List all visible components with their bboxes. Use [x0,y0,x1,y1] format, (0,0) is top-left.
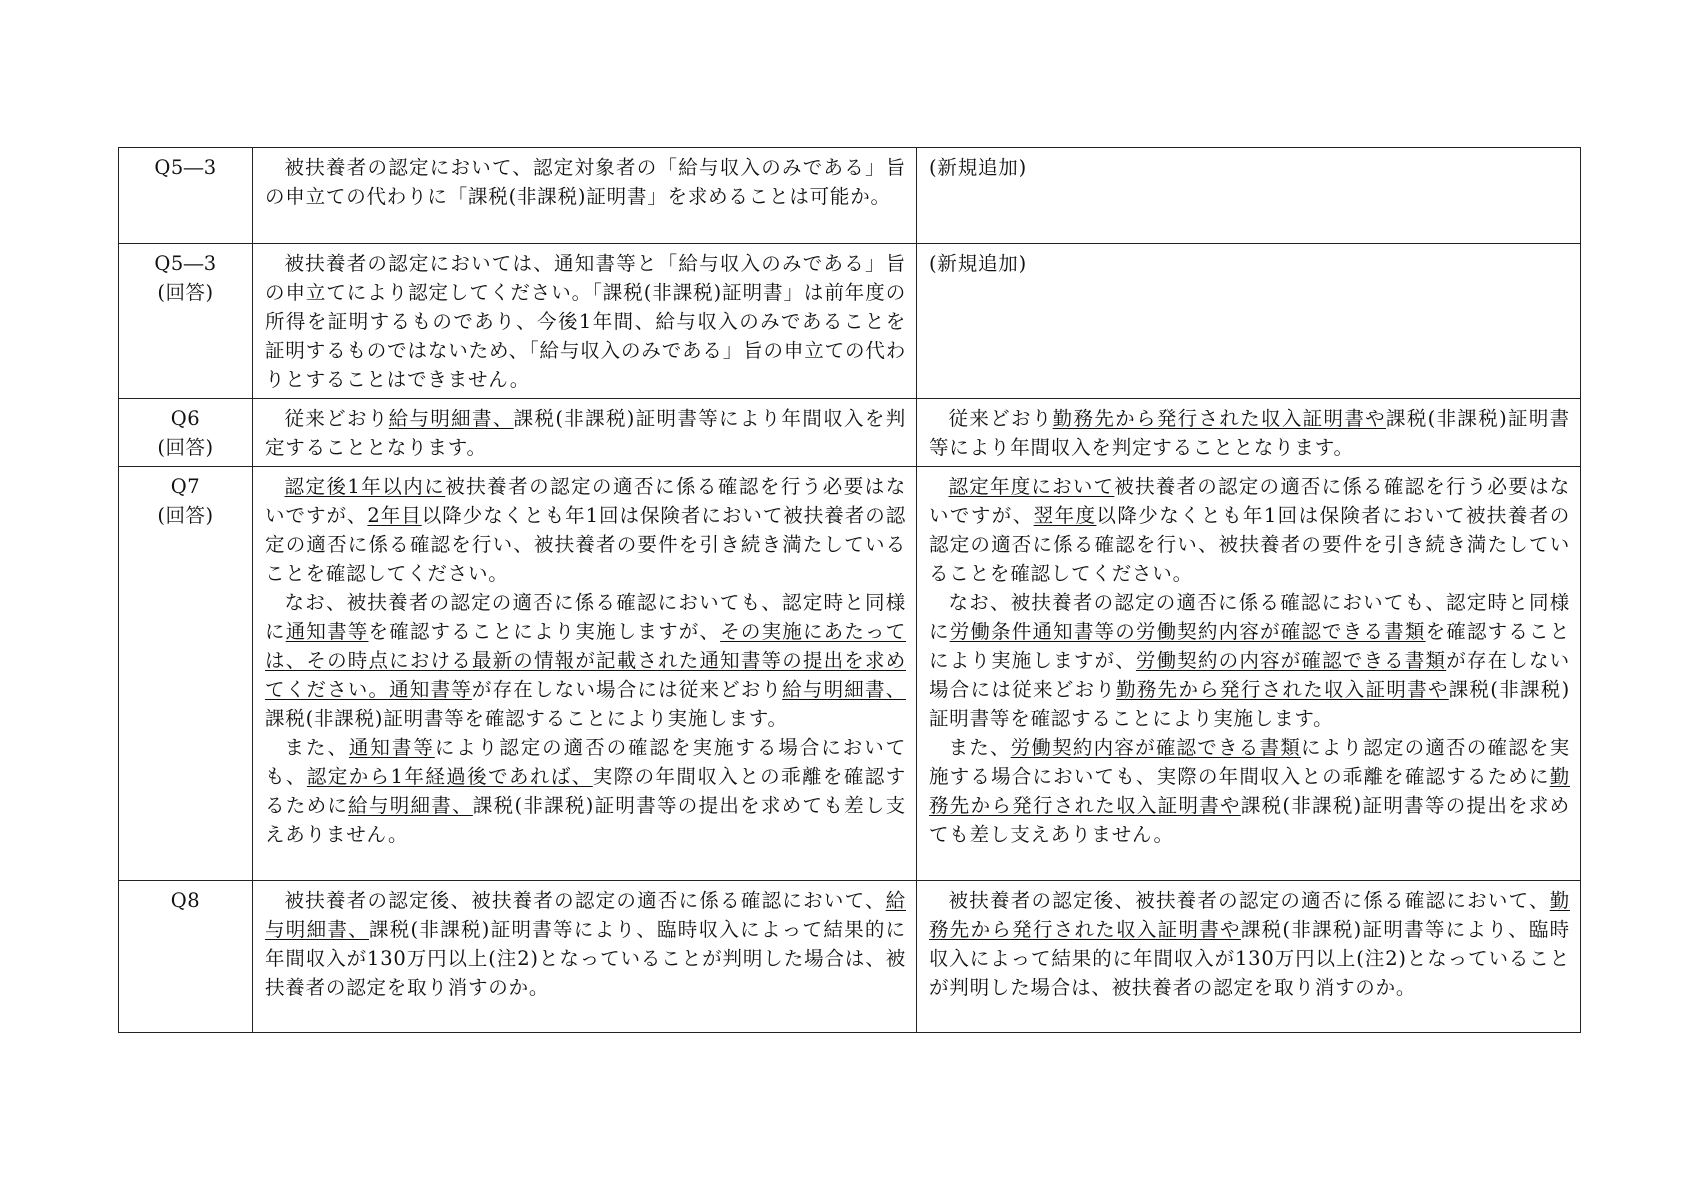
current-paragraph [929,249,1570,278]
underlined-change-text: 給与明細書、 [782,678,906,701]
text-segment: (新規追加) [929,156,1028,179]
underlined-change-text: 認定から1年経過後であれば、 [306,765,593,788]
underlined-change-text: 労働契約の内容が確認できる書類 [1135,649,1447,672]
revised-text-cell [253,148,917,244]
underlined-change-text: その実施にあたっては、その時点における最新の情報が記載された通知書等の提出を求めてください。通知書等 [265,620,907,701]
text-segment: また、 [284,736,349,759]
comparison-table [118,147,1581,1033]
underlined-change-text: 勤務先から発行された収入証明書や [929,889,1570,941]
text-segment: 以降少なくとも年1回は保険者において被扶養者の認定の適否に係る確認を行い、被扶養者の要件を引き続き満たしていることを確認してください。 [265,504,906,585]
text-segment: なお、被扶養者の認定の適否に係る確認においても、認定時と同様に [265,591,906,643]
table-row [119,148,1581,244]
underlined-change-text: 認定年度において [948,475,1115,498]
table-row [119,399,1581,467]
text-segment: 課税(非課税)証明書等により年間収入を判定することとなります。 [265,407,906,459]
current-paragraph [929,404,1570,462]
question-number: Q8 [170,889,201,912]
underlined-change-text: 勤務先から発行された収入証明書や [1052,407,1386,430]
current-paragraph [929,472,1570,588]
question-number-cell [119,244,253,399]
revised-paragraph [265,588,906,733]
table-row [119,244,1581,399]
question-number-cell [119,881,253,1033]
question-number-cell [119,467,253,881]
question-number: Q5―3 [154,252,217,275]
text-segment: 被扶養者の認定後、被扶養者の認定の適否に係る確認において、 [948,889,1550,912]
text-segment: 従来どおり [284,407,389,430]
underlined-change-text: 通知書等 [285,620,369,643]
table-row [119,881,1581,1033]
question-number-cell [119,148,253,244]
current-text-cell [917,244,1581,399]
underlined-change-text: 翌年度 [1033,504,1097,527]
text-segment: 課税(非課税)証明書等を確認することにより実施します。 [265,707,788,730]
text-segment: 実際の年間収入との乖離を確認するために [265,765,906,817]
answer-label: (回答) [157,504,214,527]
revised-paragraph [265,472,906,588]
underlined-change-text: 給与明細書、 [265,889,906,941]
answer-label: (回答) [157,281,214,304]
revised-paragraph [265,153,906,211]
text-segment: なお、被扶養者の認定の適否に係る確認においても、認定時と同様に [929,591,1570,643]
text-segment: 被扶養者の認定の適否に係る確認を行う必要はないですが、 [265,475,906,527]
text-segment: (新規追加) [929,252,1028,275]
underlined-change-text: 勤務先から発行された収入証明書や [929,765,1570,817]
current-paragraph [929,153,1570,182]
current-text-cell [917,881,1581,1033]
current-paragraph [929,588,1570,733]
underlined-change-text: 認定後1年以内に [284,475,446,498]
question-number: Q5―3 [154,156,217,179]
text-segment: により認定の適否の確認を実施する場合においても、 [265,736,906,788]
revised-text-cell [253,244,917,399]
underlined-change-text: 勤務先から発行された収入証明書や [1116,678,1449,701]
text-segment: を確認することにより実施しますが、 [929,620,1570,672]
question-number-cell [119,399,253,467]
current-paragraph [929,733,1570,849]
revised-paragraph [265,886,906,1002]
question-number: Q7 [170,475,201,498]
current-text-cell [917,467,1581,881]
text-segment: 課税(非課税)証明書等を確認することにより実施します。 [929,678,1570,730]
text-segment: が存在しない場合には従来どおり [471,678,783,701]
comparison-table-body [119,148,1581,1033]
text-segment: を確認することにより実施しますが、 [368,620,721,643]
table-row [119,467,1581,881]
revised-text-cell [253,399,917,467]
text-segment: 被扶養者の認定において、認定対象者の「給与収入のみである」旨の申立ての代わりに「課税(非課税)証明書」を求めることは可能か。 [265,156,906,208]
revised-paragraph [265,733,906,849]
text-segment: 被扶養者の認定後、被扶養者の認定の適否に係る確認において、 [284,889,886,912]
text-segment: により認定の適否の確認を実施する場合においても、実際の年間収入との乖離を確認するために [929,736,1571,788]
current-paragraph [929,886,1570,1002]
underlined-change-text: 給与明細書、 [348,794,473,817]
underlined-change-text: 労働契約内容が確認できる書類 [1010,736,1301,759]
revised-paragraph [265,249,906,394]
underlined-change-text: 通知書等 [348,736,435,759]
text-segment: 被扶養者の認定においては、通知書等と「給与収入のみである」旨の申立てにより認定してください。「課税(非課税)証明書」は前年度の所得を証明するものであり、今後1年間、給与収入のみであることを証明するものではないため、「給与収入のみである」旨の申立ての代わりとすることはできません。 [265,252,906,391]
answer-label: (回答) [157,436,214,459]
revised-text-cell [253,467,917,881]
revised-paragraph [265,404,906,462]
underlined-change-text: 2年目 [367,504,422,527]
question-number: Q6 [170,407,201,430]
text-segment: 課税(非課税)証明書等により、臨時収入によって結果的に年間収入が130万円以上(注2)となっていることが判明した場合は、被扶養者の認定を取り消すのか。 [929,918,1570,999]
text-segment: 課税(非課税)証明書等により、臨時収入によって結果的に年間収入が130万円以上(注2)となっていることが判明した場合は、被扶養者の認定を取り消すのか。 [265,918,906,999]
text-segment: 課税(非課税)証明書等の提出を求めても差し支えありません。 [265,794,906,846]
current-text-cell [917,399,1581,467]
current-text-cell [917,148,1581,244]
text-segment: 以降少なくとも年1回は保険者において被扶養者の認定の適否に係る確認を行い、被扶養者の要件を引き続き満たしていることを確認してください。 [929,504,1570,585]
underlined-change-text: 給与明細書、 [388,407,514,430]
text-segment: 課税(非課税)証明書等により年間収入を判定することとなります。 [929,407,1570,459]
revised-text-cell [253,881,917,1033]
text-segment: 被扶養者の認定の適否に係る確認を行う必要はないですが、 [929,475,1570,527]
underlined-change-text: 労働条件通知書等の労働契約内容が確認できる書類 [949,620,1426,643]
text-segment: また、 [948,736,1011,759]
text-segment: 従来どおり [948,407,1053,430]
text-segment: 課税(非課税)証明書等の提出を求めても差し支えありません。 [929,794,1570,846]
text-segment: が存在しない場合には従来どおり [929,649,1570,701]
